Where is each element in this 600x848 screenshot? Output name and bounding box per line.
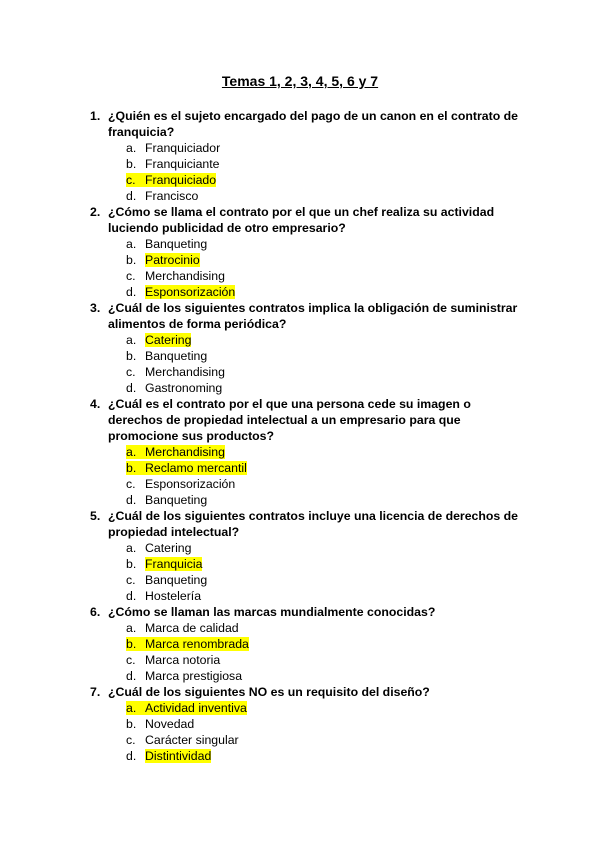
option-text: Actividad inventiva (145, 701, 247, 715)
question-text: ¿Cuál de los siguientes NO es un requisito del diseño? (108, 685, 430, 699)
option-letter: a. (126, 701, 137, 715)
answer-option (0, 652, 600, 668)
question-number: 2. (90, 205, 101, 219)
answer-option (0, 572, 600, 588)
question-2 (0, 204, 600, 236)
answer-option (0, 156, 600, 172)
question-number: 1. (90, 109, 101, 123)
option-content (126, 477, 235, 491)
option-letter: b. (126, 637, 137, 651)
question-3 (0, 300, 600, 332)
option-text: Patrocinio (145, 253, 200, 267)
question-text: ¿Quién es el sujeto encargado del pago de un canon en el contrato de franquicia? (108, 109, 518, 139)
question-number: 4. (90, 397, 101, 411)
option-letter: b. (126, 717, 137, 731)
answer-option (0, 188, 600, 204)
option-content (126, 493, 207, 507)
option-content (126, 365, 225, 379)
option-content (126, 157, 220, 171)
option-content (126, 173, 216, 187)
answer-option (0, 620, 600, 636)
option-content (126, 669, 242, 683)
option-letter: c. (126, 653, 136, 667)
question-text: ¿Cuál de los siguientes contratos incluye una licencia de derechos de propiedad intelectual? (108, 509, 519, 539)
option-letter: d. (126, 285, 137, 299)
question-5 (0, 508, 600, 540)
question-number: 7. (90, 685, 101, 699)
option-letter: c. (126, 365, 136, 379)
option-text: Esponsorización (145, 477, 236, 491)
option-text: Franquiciante (145, 157, 220, 171)
option-text: Catering (145, 541, 192, 555)
option-text: Franquiciado (145, 173, 217, 187)
option-content (126, 541, 191, 555)
option-letter: c. (126, 269, 136, 283)
option-content (126, 285, 235, 299)
answer-option (0, 748, 600, 764)
answer-option (0, 140, 600, 156)
option-text: Distintividad (145, 749, 212, 763)
answer-option (0, 172, 600, 188)
option-text: Banqueting (145, 349, 208, 363)
option-letter: d. (126, 749, 137, 763)
option-content (126, 445, 225, 459)
question-1 (0, 108, 600, 140)
answer-option (0, 332, 600, 348)
answer-option (0, 476, 600, 492)
option-content (126, 653, 220, 667)
answer-option (0, 732, 600, 748)
option-content (126, 717, 194, 731)
question-4 (0, 396, 600, 444)
answer-option (0, 460, 600, 476)
option-letter: a. (126, 237, 137, 251)
option-letter: c. (126, 573, 136, 587)
answer-option (0, 444, 600, 460)
answer-option (0, 492, 600, 508)
question-text: ¿Cuál es el contrato por el que una persona cede su imagen o derechos de propiedad intelectual a un empresario para que promocione sus productos? (108, 397, 471, 443)
option-content (126, 749, 211, 763)
option-content (126, 557, 202, 571)
option-letter: c. (126, 733, 136, 747)
answer-option (0, 236, 600, 252)
option-text: Hostelería (145, 589, 202, 603)
option-content (126, 589, 201, 603)
question-number: 5. (90, 509, 101, 523)
option-content (126, 733, 239, 747)
question-text: ¿Cómo se llaman las marcas mundialmente conocidas? (108, 605, 436, 619)
answer-option (0, 284, 600, 300)
option-letter: a. (126, 141, 137, 155)
question-7 (0, 684, 600, 700)
question-list (0, 108, 600, 764)
option-content (126, 349, 207, 363)
option-text: Gastronoming (145, 381, 223, 395)
option-content (126, 253, 200, 267)
answer-option (0, 700, 600, 716)
option-content (126, 141, 220, 155)
option-content (126, 381, 222, 395)
option-letter: b. (126, 253, 137, 267)
option-text: Marca prestigiosa (145, 669, 243, 683)
answer-option (0, 364, 600, 380)
answer-option (0, 636, 600, 652)
question-number: 3. (90, 301, 101, 315)
option-letter: d. (126, 189, 137, 203)
option-text: Banqueting (145, 237, 208, 251)
question-text: ¿Cómo se llama el contrato por el que un chef realiza su actividad luciendo publicidad de otro empresario? (108, 205, 495, 235)
option-letter: a. (126, 621, 137, 635)
option-text: Merchandising (145, 365, 225, 379)
document-title: Temas 1, 2, 3, 4, 5, 6 y 7 (221, 73, 379, 89)
answer-option (0, 588, 600, 604)
option-letter: a. (126, 445, 137, 459)
option-letter: d. (126, 493, 137, 507)
option-text: Francisco (145, 189, 199, 203)
option-content (126, 269, 225, 283)
option-text: Esponsorización (145, 285, 236, 299)
answer-option (0, 348, 600, 364)
option-content (126, 333, 191, 347)
option-text: Catering (145, 333, 192, 347)
option-content (126, 189, 198, 203)
answer-option (0, 252, 600, 268)
option-text: Franquiciador (145, 141, 221, 155)
answer-option (0, 540, 600, 556)
option-content (126, 573, 207, 587)
option-text: Novedad (145, 717, 195, 731)
option-content (126, 461, 247, 475)
answer-option (0, 716, 600, 732)
option-text: Carácter singular (145, 733, 239, 747)
option-text: Merchandising (145, 269, 225, 283)
option-letter: d. (126, 589, 137, 603)
option-letter: c. (126, 477, 136, 491)
option-letter: b. (126, 461, 137, 475)
question-text: ¿Cuál de los siguientes contratos implica la obligación de suministrar alimentos de forma periódica? (108, 301, 518, 331)
option-letter: d. (126, 669, 137, 683)
option-letter: c. (126, 173, 136, 187)
option-content (126, 237, 207, 251)
option-letter: b. (126, 557, 137, 571)
option-text: Marca renombrada (145, 637, 249, 651)
option-text: Marca notoria (145, 653, 221, 667)
option-text: Merchandising (145, 445, 225, 459)
question-number: 6. (90, 605, 101, 619)
option-text: Banqueting (145, 573, 208, 587)
answer-option (0, 380, 600, 396)
option-text: Reclamo mercantil (145, 461, 247, 475)
option-letter: a. (126, 541, 137, 555)
option-letter: a. (126, 333, 137, 347)
option-text: Franquicia (145, 557, 203, 571)
option-letter: d. (126, 381, 137, 395)
option-content (126, 701, 247, 715)
option-letter: b. (126, 157, 137, 171)
question-6 (0, 604, 600, 620)
answer-option (0, 668, 600, 684)
option-content (126, 637, 249, 651)
option-text: Banqueting (145, 493, 208, 507)
answer-option (0, 268, 600, 284)
answer-option (0, 556, 600, 572)
option-text: Marca de calidad (145, 621, 239, 635)
option-content (126, 621, 239, 635)
option-letter: b. (126, 349, 137, 363)
